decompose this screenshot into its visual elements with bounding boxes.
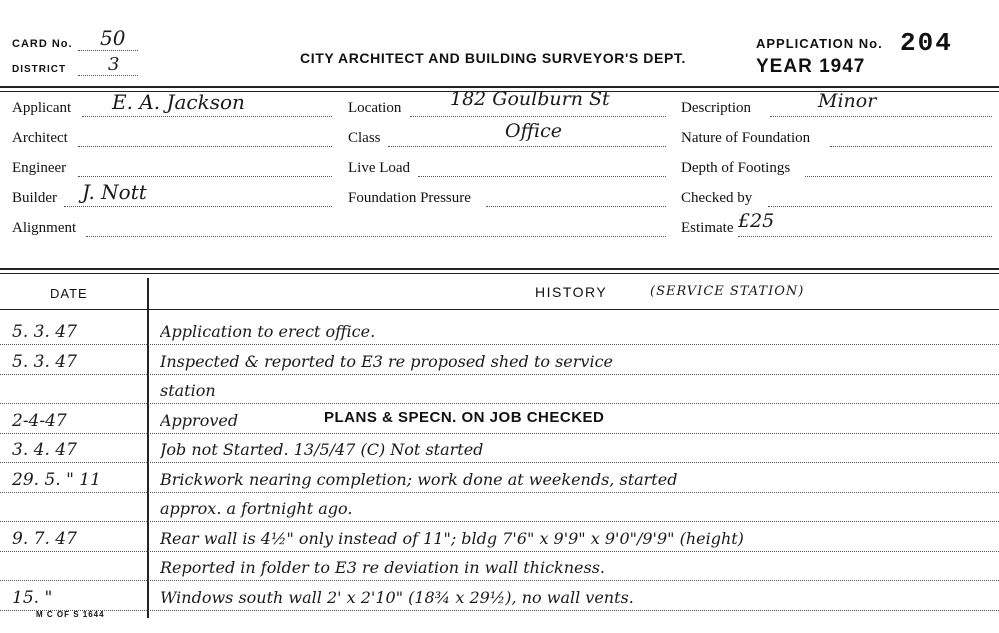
estimate-value: £25 bbox=[738, 210, 775, 232]
history-row-line bbox=[0, 521, 999, 522]
history-row-line bbox=[0, 551, 999, 552]
table-rule-top-1 bbox=[0, 268, 999, 270]
dept-title: CITY ARCHITECT AND BUILDING SURVEYOR'S DEPT. bbox=[300, 50, 686, 66]
applicant-value: E. A. Jackson bbox=[112, 90, 245, 114]
application-label: APPLICATION No. bbox=[756, 36, 883, 51]
history-row-line bbox=[0, 492, 999, 493]
alignment-line bbox=[86, 236, 666, 237]
history-row-date: 29. 5. " 11 bbox=[12, 469, 101, 490]
history-row-text: Reported in folder to E3 re deviation in wall thickness. bbox=[160, 558, 606, 577]
table-rule-top-2 bbox=[0, 273, 999, 274]
builder-line bbox=[64, 206, 332, 207]
district-line bbox=[78, 75, 138, 76]
checked-label: Checked by bbox=[681, 190, 753, 206]
history-row-date: 5. 3. 47 bbox=[12, 322, 77, 342]
builder-label: Builder bbox=[12, 190, 57, 206]
history-row-text: Windows south wall 2' x 2'10" (18¾ x 29½), no wall vents. bbox=[160, 587, 634, 607]
history-row-date: 5. 3. 47 bbox=[12, 351, 77, 372]
nature-line bbox=[830, 146, 992, 147]
history-row-text: station bbox=[160, 381, 216, 400]
date-column-divider bbox=[147, 278, 149, 618]
description-value: Minor bbox=[818, 90, 877, 112]
class-line bbox=[388, 146, 666, 147]
history-row-text: Approved bbox=[160, 410, 239, 430]
district-value: 3 bbox=[108, 54, 120, 75]
district-label: DISTRICT bbox=[12, 64, 67, 75]
description-line bbox=[770, 116, 992, 117]
architect-label: Architect bbox=[12, 130, 68, 146]
applicant-line bbox=[82, 116, 332, 117]
history-row-text: approx. a fortnight ago. bbox=[160, 499, 353, 518]
history-row-text: Application to erect office. bbox=[160, 322, 376, 341]
history-row-line bbox=[0, 610, 999, 611]
application-value: 204 bbox=[900, 28, 953, 58]
card-no-label: CARD No. bbox=[12, 38, 73, 50]
engineer-label: Engineer bbox=[12, 160, 67, 176]
card-no-value: 50 bbox=[100, 26, 126, 50]
architect-line bbox=[78, 146, 332, 147]
history-row-line bbox=[0, 462, 999, 463]
depth-line bbox=[805, 176, 992, 177]
approval-stamp: PLANS & SPECN. ON JOB CHECKED bbox=[324, 409, 605, 426]
history-row-text: Rear wall is 4½" only instead of 11"; bldg 7'6" x 9'9" x 9'0"/9'9" (height) bbox=[160, 528, 744, 548]
class-label: Class bbox=[348, 130, 381, 146]
form-code: M C OF S 1644 bbox=[36, 610, 105, 619]
history-note: (SERVICE STATION) bbox=[650, 284, 805, 299]
location-label: Location bbox=[348, 100, 402, 116]
year-label: YEAR 1947 bbox=[756, 56, 866, 77]
history-row-line bbox=[0, 374, 999, 375]
estimate-label: Estimate bbox=[681, 220, 734, 236]
engineer-line bbox=[78, 176, 332, 177]
history-row-text: Inspected & reported to E3 re proposed shed to service bbox=[160, 351, 614, 371]
history-row-line bbox=[0, 344, 999, 345]
live-load-label: Live Load bbox=[348, 160, 411, 176]
estimate-line bbox=[738, 236, 992, 237]
nature-label: Nature of Foundation bbox=[681, 130, 811, 146]
history-row-text: Brickwork nearing completion; work done at weekends, started bbox=[160, 469, 678, 489]
depth-label: Depth of Footings bbox=[681, 160, 791, 176]
location-value: 182 Goulburn St bbox=[450, 88, 610, 110]
history-row-text: Job not Started. 13/5/47 (C) Not started bbox=[160, 440, 484, 459]
class-value: Office bbox=[505, 120, 562, 142]
builder-value: J. Nott bbox=[82, 180, 147, 204]
description-label: Description bbox=[681, 100, 751, 116]
history-header: HISTORY bbox=[535, 284, 608, 300]
card-no-line bbox=[78, 50, 138, 51]
alignment-label: Alignment bbox=[12, 220, 77, 236]
foundation-pressure-line bbox=[486, 206, 666, 207]
foundation-pressure-label: Foundation Pressure bbox=[348, 190, 471, 206]
history-row-date: 2-4-47 bbox=[12, 410, 67, 431]
history-row-date: 15. " bbox=[12, 587, 53, 608]
date-header: DATE bbox=[50, 286, 88, 301]
history-row-date: 9. 7. 47 bbox=[12, 528, 77, 549]
applicant-label: Applicant bbox=[12, 100, 72, 116]
live-load-line bbox=[418, 176, 666, 177]
table-rule-header bbox=[0, 309, 999, 310]
history-row-line bbox=[0, 403, 999, 404]
history-row-line bbox=[0, 580, 999, 581]
location-line bbox=[410, 116, 666, 117]
history-row-date: 3. 4. 47 bbox=[12, 440, 77, 460]
history-row-line bbox=[0, 433, 999, 434]
checked-line bbox=[768, 206, 992, 207]
